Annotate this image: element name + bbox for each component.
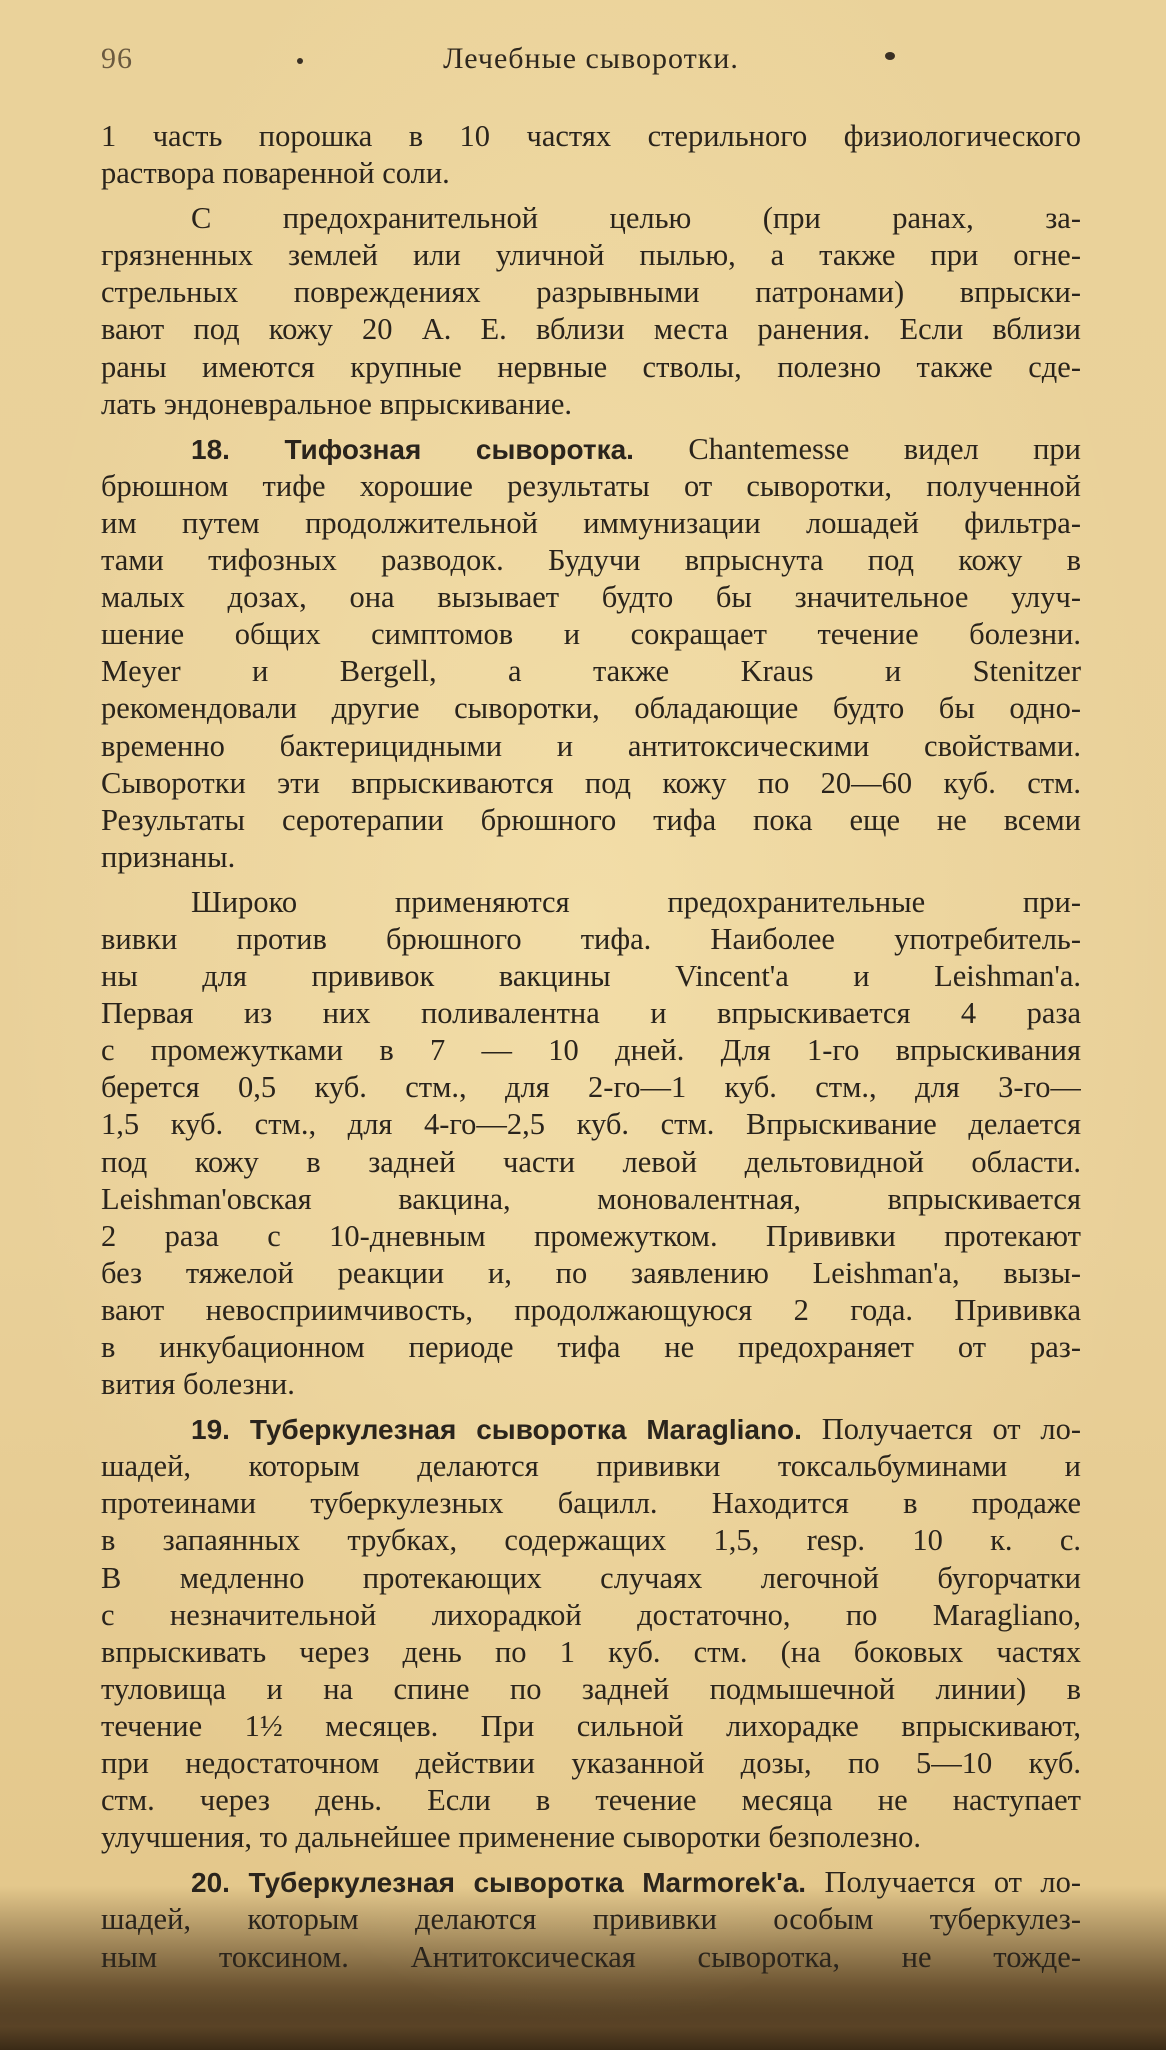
text-line: шадей, которым делаются прививки особым туберкулез- [101, 1902, 1081, 1937]
text-line: 2 раза с 10-дневным промежутком. Прививки протекают [101, 1218, 1081, 1253]
text-line: улучшения, то дальнейшее применение сыворотки безполезно. [101, 1820, 921, 1855]
text-line: лать эндоневральное впрыскивание. [101, 386, 573, 421]
text-line: вивки против брюшного тифа. Наиболее употребитель- [101, 921, 1081, 956]
text-line: Результаты серотерапии брюшного тифа пока еще не всеми [101, 802, 1081, 837]
text-line: вают под кожу 20 А. Е. вблизи места ранения. Если вблизи [101, 312, 1081, 347]
text-line: рекомендовали другие сыворотки, обладающие будто бы одно- [101, 691, 1081, 726]
text-line: Сыворотки эти впрыскиваются под кожу по 20—60 куб. стм. [101, 765, 1081, 800]
text-line: течение 1½ месяцев. При сильной лихорадке впрыскивают, [101, 1708, 1081, 1743]
paragraph [101, 1864, 1081, 1975]
text-line: тами тифозных разводок. Будучи впрыснута под кожу в [101, 543, 1081, 578]
text-line: ным токсином. Антитоксическая сыворотка, не тожде- [101, 1939, 1081, 1974]
text-line: Meyer и Bergell, а также Kraus и Stenitzer [101, 654, 1081, 689]
text-line: без тяжелой реакции и, по заявлению Leishman'a, вызы- [101, 1255, 1081, 1290]
page-number: 96 [101, 42, 133, 75]
text-line: Первая из них поливалентна и впрыскивается 4 раза [101, 996, 1081, 1031]
text-line: туловища и на спине по задней подмышечной линии) в [101, 1671, 1081, 1706]
text-line: грязненных землей или уличной пылью, а также при огне- [101, 238, 1081, 273]
text-line: 19. Туберкулезная сыворотка Maragliano. Получается от ло- [191, 1412, 1081, 1447]
text-line: временно бактерицидными и антитоксическими свойствами. [101, 728, 1081, 763]
paragraph [101, 1411, 1081, 1856]
text-line: стм. через день. Если в течение месяца не наступает [101, 1783, 1081, 1818]
paragraph [101, 431, 1081, 876]
section-heading: 19. Туберкулезная сыворотка Maragliano. [191, 1414, 802, 1446]
text-line: шадей, которым делаются прививки токсальбуминами и [101, 1449, 1081, 1484]
text-line: В медленно протекающих случаях легочной бугорчатки [101, 1560, 1081, 1595]
text-line: в инкубационном периоде тифа не предохраняет от раз- [101, 1330, 1081, 1364]
text-line: с промежутками в 7 — 10 дней. Для 1-го впрыскивания [101, 1033, 1081, 1068]
text-line: 20. Туберкулезная сыворотка Marmorek'a. Получается от ло- [191, 1865, 1081, 1900]
paragraph [101, 118, 1081, 192]
ink-speck [885, 52, 895, 60]
body-text [101, 118, 1081, 1976]
section-heading: 20. Туберкулезная сыворотка Marmorek'a. [191, 1867, 807, 1899]
running-title: Лечебные сыворотки. [443, 42, 739, 75]
text-line: раны имеются крупные нервные стволы, полезно также сде- [101, 349, 1081, 384]
ink-speck [297, 58, 303, 64]
text-line: шение общих симптомов и сокращает течение болезни. [101, 617, 1081, 652]
text-line: 1 часть порошка в 10 частях стерильного физиологического [101, 119, 1081, 153]
page-header [101, 42, 1081, 82]
text-line: под кожу в задней части левой дельтовидной области. [101, 1144, 1081, 1179]
section-heading: 18. Тифозная сыворотка. [191, 433, 634, 465]
paragraph [101, 884, 1081, 1403]
text-line: Leishman'овская вакцина, моновалентная, впрыскивается [101, 1181, 1081, 1216]
text-line: Широко применяются предохранительные при- [191, 884, 1081, 919]
text-line: 18. Тифозная сыворотка. Chantemesse видел при [191, 431, 1081, 466]
text-line: с незначительной лихорадкой достаточно, по Maragliano, [101, 1597, 1081, 1632]
text-line: протеинами туберкулезных бацилл. Находится в продаже [101, 1486, 1081, 1521]
text-line: раствора поваренной соли. [101, 156, 450, 191]
text-line: 1,5 куб. стм., для 4-го—2,5 куб. стм. Впрыскивание делается [101, 1107, 1081, 1142]
text-line: в запаянных трубках, содержащих 1,5, resp. 10 к. с. [101, 1523, 1081, 1558]
text-line: С предохранительной целью (при ранах, за- [191, 201, 1081, 236]
text-line: стрельных повреждениях разрывными патронами) впрыски- [101, 275, 1081, 310]
text-line: ны для прививок вакцины Vincent'a и Leishman'a. [101, 959, 1081, 994]
text-line: брюшном тифе хорошие результаты от сыворотки, полученной [101, 468, 1081, 503]
text-line: малых дозах, она вызывает будто бы значительное улуч- [101, 580, 1081, 615]
text-line: вития болезни. [101, 1367, 295, 1402]
text-line: при недостаточном действии указанной дозы, по 5—10 куб. [101, 1746, 1081, 1781]
text-line: вают невосприимчивость, продолжающуюся 2 года. Прививка [101, 1292, 1081, 1327]
text-line: признаны. [101, 839, 236, 874]
paragraph [101, 200, 1081, 423]
page-bottom-edge [0, 1998, 1166, 2050]
text-line: берется 0,5 куб. стм., для 2-го—1 куб. стм., для 3-го— [101, 1070, 1081, 1105]
text-line: им путем продолжительной иммунизации лошадей фильтра- [101, 505, 1081, 540]
text-line: впрыскивать через день по 1 куб. стм. (на боковых частях [101, 1634, 1081, 1669]
